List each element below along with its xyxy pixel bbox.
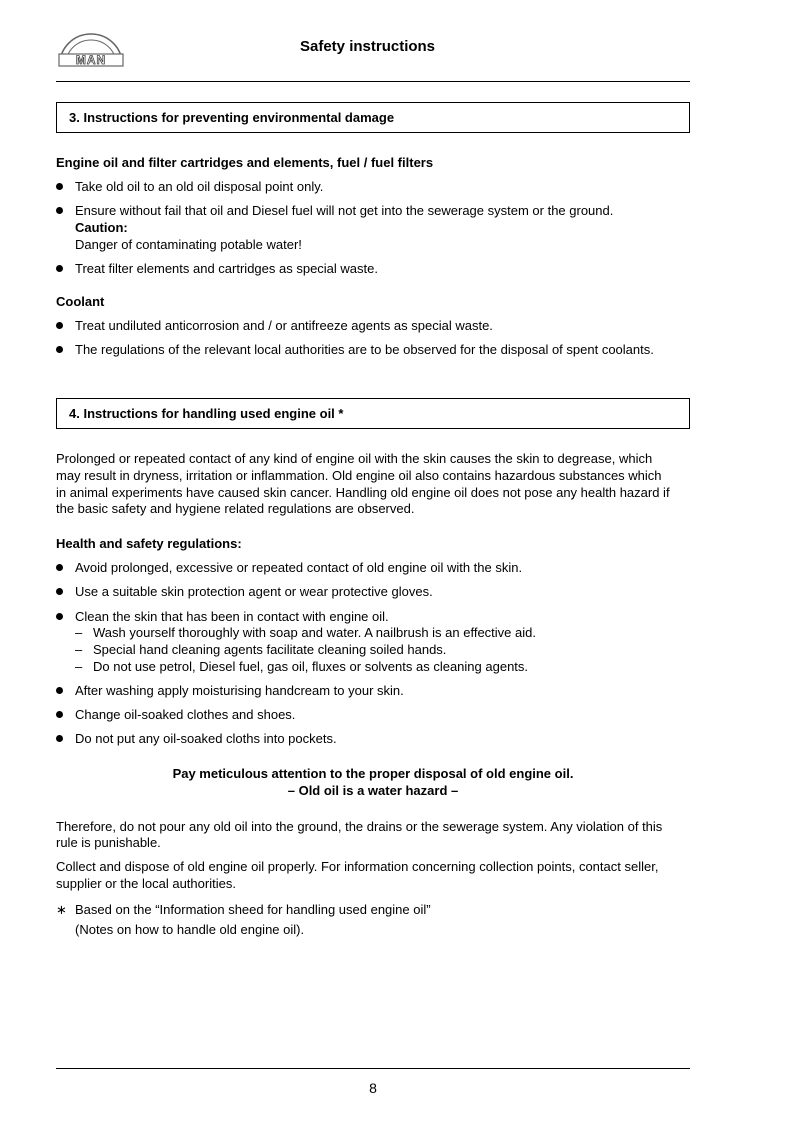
bullet-text: Clean the skin that has been in contact with engine oil. bbox=[75, 609, 389, 624]
bullet-text: Change oil-soaked clothes and shoes. bbox=[75, 707, 296, 722]
bullet-icon bbox=[56, 735, 64, 743]
sub-bullet-text: Wash yourself thoroughly with soap and water. A nailbrush is an effective aid. bbox=[93, 625, 536, 640]
header-rule bbox=[56, 81, 690, 82]
footer-rule bbox=[56, 1068, 690, 1069]
bullet-icon bbox=[56, 588, 64, 596]
subheading-oil-filters: Engine oil and filter cartridges and elements, fuel / fuel filters bbox=[56, 155, 434, 170]
bullet-text: Treat filter elements and cartridges as special waste. bbox=[75, 261, 378, 276]
bullet-text: Do not put any oil-soaked cloths into pockets. bbox=[75, 731, 337, 746]
bullet-text: The regulations of the relevant local authorities are to be observed for the disposal of spent coolants. bbox=[75, 342, 654, 357]
bullet-icon bbox=[56, 613, 64, 621]
bullet-icon bbox=[56, 687, 64, 695]
caution-label: Caution: bbox=[75, 220, 128, 235]
bullet-text: Use a suitable skin protection agent or wear protective gloves. bbox=[75, 584, 433, 599]
section-3-heading: 3. Instructions for preventing environmental damage bbox=[56, 102, 690, 133]
paragraph-line: supplier or the local authorities. bbox=[56, 876, 236, 891]
bullet-text: Treat undiluted anticorrosion and / or antifreeze agents as special waste. bbox=[75, 318, 493, 333]
bullet-icon bbox=[56, 346, 64, 354]
intro-line: in animal experiments have caused skin cancer. Handling old engine oil does not pose any health hazard if bbox=[56, 485, 670, 500]
paragraph-line: rule is punishable. bbox=[56, 835, 161, 850]
logo-text: MAN bbox=[75, 53, 107, 67]
caution-text: Danger of contaminating potable water! bbox=[75, 237, 302, 252]
intro-line: may result in dryness, irritation or inflammation. Old engine oil also contains hazardous substances which bbox=[56, 468, 662, 483]
sub-bullet-text: Special hand cleaning agents facilitate cleaning soiled hands. bbox=[93, 642, 447, 657]
man-logo bbox=[56, 30, 126, 70]
intro-line: Prolonged or repeated contact of any kind of engine oil with the skin causes the skin to degrease, which bbox=[56, 451, 653, 466]
bullet-icon bbox=[56, 564, 64, 572]
intro-line: the basic safety and hygiene related regulations are observed. bbox=[56, 501, 415, 516]
bullet-text: After washing apply moisturising handcream to your skin. bbox=[75, 683, 404, 698]
sub-bullet-text: Do not use petrol, Diesel fuel, gas oil, fluxes or solvents as cleaning agents. bbox=[93, 659, 529, 674]
bullet-text: Ensure without fail that oil and Diesel fuel will not get into the sewerage system or the ground. bbox=[75, 203, 614, 218]
section-4-heading: 4. Instructions for handling used engine oil * bbox=[56, 398, 690, 429]
paragraph-line: Collect and dispose of old engine oil properly. For information concerning collection points, contact seller, bbox=[56, 859, 659, 874]
notice-line: – Old oil is a water hazard – bbox=[287, 783, 459, 798]
footnote-text: Based on the “Information sheed for handling used engine oil” bbox=[75, 902, 431, 917]
bullet-text: Avoid prolonged, excessive or repeated contact of old engine oil with the skin. bbox=[75, 560, 523, 575]
notice-line: Pay meticulous attention to the proper disposal of old engine oil. bbox=[172, 766, 574, 781]
bullet-icon bbox=[56, 207, 64, 215]
dash-icon: – bbox=[75, 659, 83, 674]
bullet-icon bbox=[56, 711, 64, 719]
page-number: 8 bbox=[369, 1080, 377, 1096]
subheading-health-safety: Health and safety regulations: bbox=[56, 536, 242, 551]
dash-icon: – bbox=[75, 642, 83, 657]
dash-icon: – bbox=[75, 625, 83, 640]
paragraph-line: Therefore, do not pour any old oil into the ground, the drains or the sewerage system. Any violation of this bbox=[56, 819, 663, 834]
bullet-icon bbox=[56, 183, 64, 191]
subheading-coolant: Coolant bbox=[56, 294, 105, 309]
bullet-icon bbox=[56, 322, 64, 330]
bullet-icon bbox=[56, 265, 64, 273]
footnote-text: (Notes on how to handle old engine oil). bbox=[75, 922, 305, 937]
bullet-text: Take old oil to an old oil disposal point only. bbox=[75, 179, 324, 194]
footnote-marker: ∗ bbox=[56, 902, 67, 917]
